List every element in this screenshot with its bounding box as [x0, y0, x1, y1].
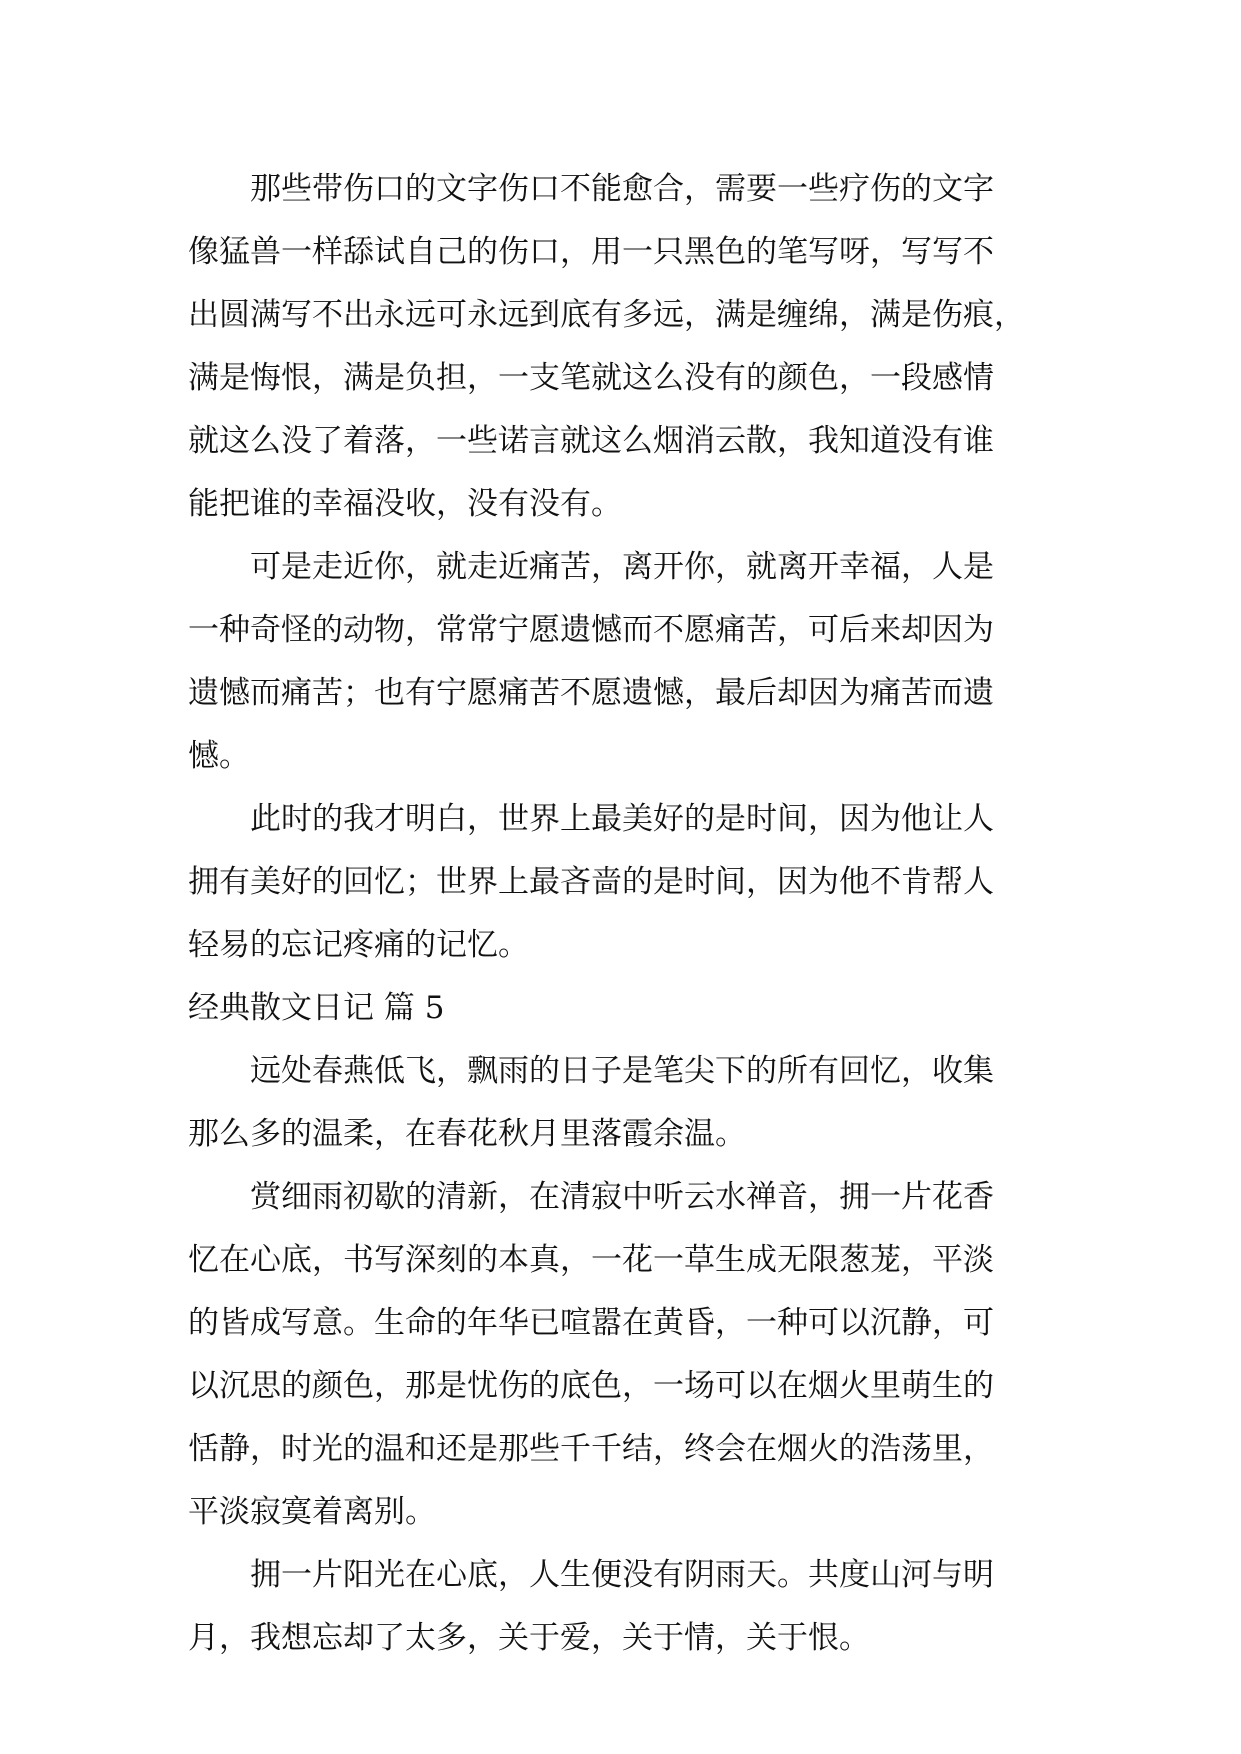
paragraph-line: 恬静，时光的温和还是那些千千结，终会在烟火的浩荡里， — [188, 1431, 994, 1467]
paragraph — [188, 1166, 1058, 1544]
paragraph-line: 一种奇怪的动物，常常宁愿遗憾而不愿痛苦，可后来却因为 — [188, 612, 994, 648]
paragraph-line: 能把谁的幸福没收，没有没有。 — [188, 486, 622, 522]
paragraph-line: 平淡寂寞着离别。 — [188, 1494, 436, 1530]
paragraph-line: 忆在心底，书写深刻的本真，一花一草生成无限葱茏，平淡 — [188, 1242, 994, 1278]
paragraph-line: 拥一片阳光在心底，人生便没有阴雨天。共度山河与明 — [250, 1557, 994, 1593]
paragraph — [188, 536, 1058, 788]
document-body — [188, 158, 1058, 1670]
paragraph — [188, 788, 1058, 977]
paragraph — [188, 158, 1058, 536]
paragraph — [188, 1040, 1058, 1166]
paragraph-line: 就这么没了着落，一些诺言就这么烟消云散，我知道没有谁 — [188, 423, 994, 459]
paragraph-line: 赏细雨初歇的清新，在清寂中听云水禅音，拥一片花香 — [250, 1179, 994, 1215]
paragraph-line: 拥有美好的回忆；世界上最吝啬的是时间，因为他不肯帮人 — [188, 864, 994, 900]
paragraph — [188, 1544, 1058, 1670]
paragraph-line: 像猛兽一样舔试自己的伤口，用一只黑色的笔写呀，写写不 — [188, 234, 994, 270]
paragraph-line: 出圆满写不出永远可永远到底有多远，满是缠绵，满是伤痕， — [188, 297, 1025, 333]
paragraph-line: 可是走近你，就走近痛苦，离开你，就离开幸福，人是 — [250, 549, 994, 585]
paragraph-line: 那些带伤口的文字伤口不能愈合，需要一些疗伤的文字 — [250, 171, 994, 207]
paragraph-line: 的皆成写意。生命的年华已喧嚣在黄昏，一种可以沉静，可 — [188, 1305, 994, 1341]
paragraph-line: 月，我想忘却了太多，关于爱，关于情，关于恨。 — [188, 1620, 870, 1656]
paragraph-line: 那么多的温柔，在春花秋月里落霞余温。 — [188, 1116, 746, 1152]
paragraph-line: 轻易的忘记疼痛的记忆。 — [188, 927, 529, 963]
paragraph-line: 遗憾而痛苦；也有宁愿痛苦不愿遗憾，最后却因为痛苦而遗 — [188, 675, 994, 711]
paragraph-line: 远处春燕低飞，飘雨的日子是笔尖下的所有回忆，收集 — [250, 1053, 994, 1089]
section-heading: 经典散文日记 篇 5 — [188, 990, 445, 1026]
paragraph-line: 此时的我才明白，世界上最美好的是时间，因为他让人 — [250, 801, 994, 837]
paragraph-line: 满是悔恨，满是负担，一支笔就这么没有的颜色，一段感情 — [188, 360, 994, 396]
paragraph-line: 憾。 — [188, 738, 250, 774]
paragraph-line: 以沉思的颜色，那是忧伤的底色，一场可以在烟火里萌生的 — [188, 1368, 994, 1404]
